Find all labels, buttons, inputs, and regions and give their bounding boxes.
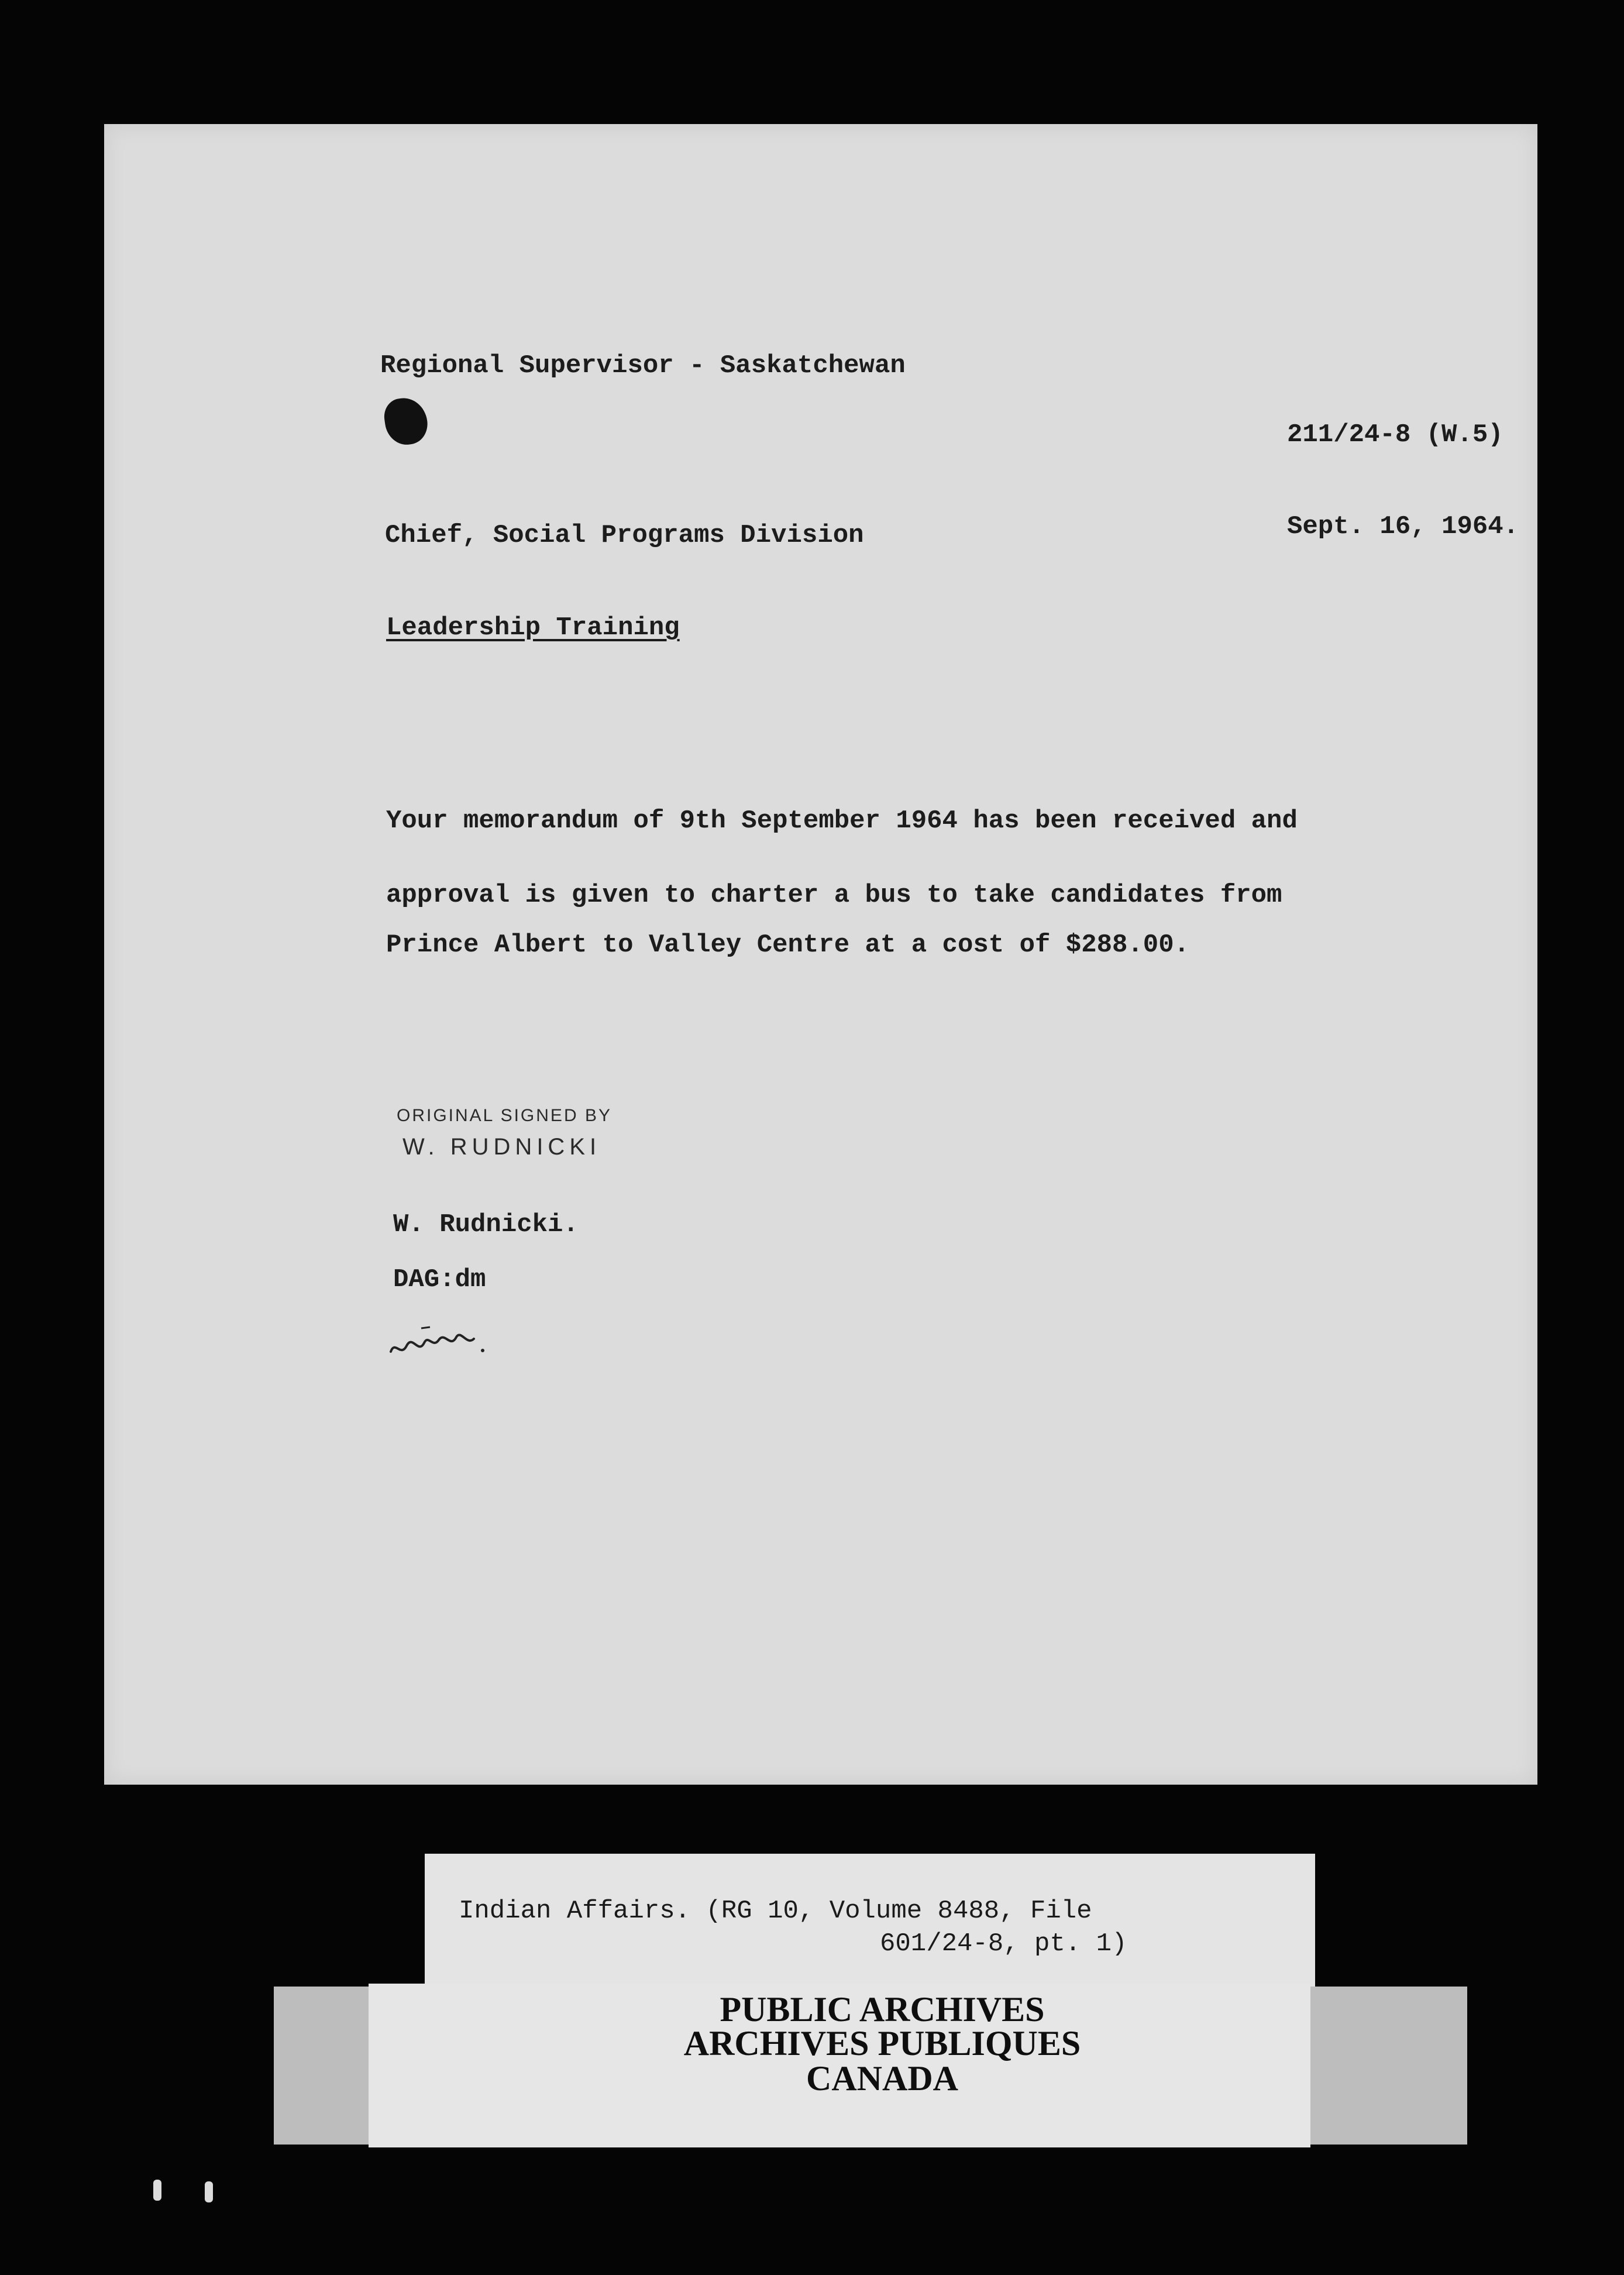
memo-date: Sept. 16, 1964. xyxy=(1287,512,1519,541)
archives-title-line2: ARCHIVES PUBLIQUES xyxy=(683,2024,1081,2063)
memo-subject: Leadership Training xyxy=(386,613,680,642)
handwritten-initials-mark xyxy=(386,1317,491,1363)
memo-from: Chief, Social Programs Division xyxy=(385,521,864,550)
archive-band-left-edge xyxy=(274,1987,373,2145)
archives-title-line1: PUBLIC ARCHIVES xyxy=(720,1990,1045,2029)
memo-to: Regional Supervisor - Saskatchewan xyxy=(380,351,906,380)
memo-signer: W. Rudnicki. xyxy=(393,1210,579,1239)
archive-band-right-edge xyxy=(1309,1987,1467,2145)
signature-stamp-line2: W. RUDNICKI xyxy=(402,1134,601,1160)
typist-initials: DAG:dm xyxy=(393,1265,486,1294)
file-reference: 211/24-8 (W.5) xyxy=(1287,420,1503,449)
memo-body-line: Prince Albert to Valley Centre at a cost of $288.00. xyxy=(386,930,1190,960)
citation-line1: Indian Affairs. (RG 10, Volume 8488, File xyxy=(459,1896,1092,1926)
memo-body-line: approval is given to charter a bus to take candidates from xyxy=(386,881,1282,910)
archives-title-line3: CANADA xyxy=(806,2059,958,2098)
film-edge-mark xyxy=(153,2180,161,2201)
hole-punch-mark xyxy=(382,395,430,447)
film-edge-mark xyxy=(205,2181,213,2202)
signature-stamp-line1: ORIGINAL SIGNED BY xyxy=(397,1106,612,1125)
archive-citation xyxy=(459,1895,1219,1960)
memo-body-line: Your memorandum of 9th September 1964 has been received and xyxy=(386,806,1298,836)
citation-line2: 601/24-8, pt. 1) xyxy=(880,1929,1127,1958)
